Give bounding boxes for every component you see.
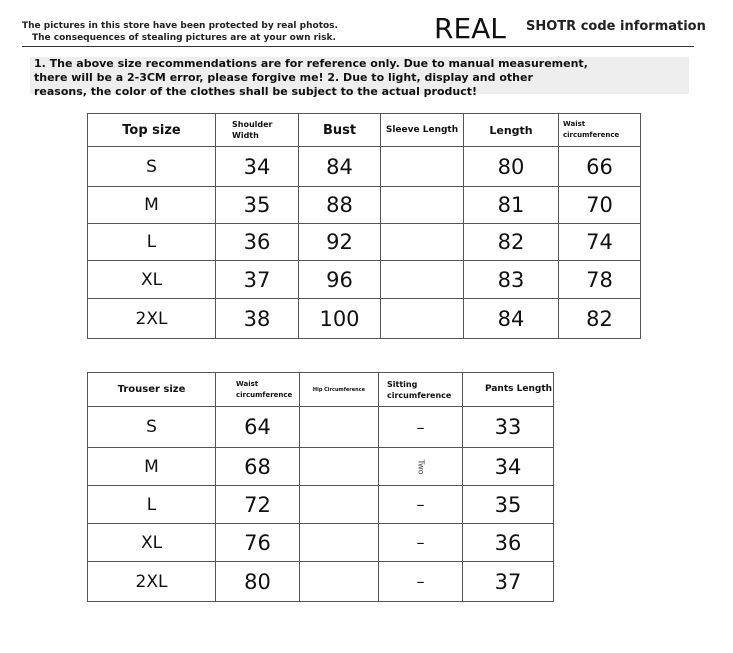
header-trouser-size: Trouser size (88, 373, 216, 407)
waist-cell: 74 (559, 224, 641, 261)
sleeve-cell (381, 147, 464, 187)
hip-cell (300, 486, 379, 524)
waist-cell: 72 (216, 486, 300, 524)
length-cell: 83 (464, 261, 559, 299)
table-row (88, 524, 554, 562)
sitting-cell: – (379, 486, 463, 524)
hip-cell (300, 524, 379, 562)
table-row (88, 448, 554, 486)
disclaimer-line-3: reasons, the color of the clothes shall be subject to the actual product! (34, 85, 478, 98)
sleeve-cell (381, 299, 464, 339)
size-cell: 2XL (88, 299, 216, 339)
table-row (88, 486, 554, 524)
header-waist-circumference: Waist circumference (559, 114, 641, 147)
bust-cell: 84 (299, 147, 381, 187)
bust-cell: 92 (299, 224, 381, 261)
sitting-cell: – (379, 562, 463, 602)
sitting-cell: – (379, 524, 463, 562)
size-cell: L (88, 224, 216, 261)
size-disclaimer (30, 57, 689, 98)
size-cell: S (88, 147, 216, 187)
waist-cell: 68 (216, 448, 300, 486)
table-header-row (88, 114, 641, 147)
length-cell: 81 (464, 187, 559, 224)
pants-length-cell: 36 (463, 524, 554, 562)
top-size-table (87, 113, 641, 339)
notice-line-2: The consequences of stealing pictures are at your own risk. (32, 33, 336, 43)
shoulder-cell: 37 (216, 261, 299, 299)
sitting-cell (379, 448, 463, 486)
table-row (88, 407, 554, 448)
waist-cell: 80 (216, 562, 300, 602)
bust-cell: 96 (299, 261, 381, 299)
hip-cell (300, 407, 379, 448)
header-waist-circumference: Waist circumference (216, 373, 300, 407)
header-hip-circumference: Hip Circumference (300, 373, 379, 407)
shoulder-cell: 36 (216, 224, 299, 261)
sleeve-cell (381, 224, 464, 261)
waist-cell: 64 (216, 407, 300, 448)
table-row (88, 562, 554, 602)
sleeve-cell (381, 187, 464, 224)
waist-cell: 70 (559, 187, 641, 224)
trouser-size-table (87, 372, 554, 602)
bust-cell: 88 (299, 187, 381, 224)
header-length: Length (464, 114, 559, 147)
length-cell: 80 (464, 147, 559, 187)
table-row (88, 187, 641, 224)
shoulder-cell: 34 (216, 147, 299, 187)
hip-cell (300, 562, 379, 602)
waist-cell: 78 (559, 261, 641, 299)
real-label: REAL (434, 12, 506, 45)
header-pants-length: Pants Length (463, 373, 554, 407)
shoulder-cell: 35 (216, 187, 299, 224)
pants-length-cell: 33 (463, 407, 554, 448)
size-cell: XL (88, 524, 216, 562)
length-cell: 84 (464, 299, 559, 339)
disclaimer-line-2: there will be a 2-3CM error, please forgive me! 2. Due to light, display and other (34, 71, 533, 84)
pants-length-cell: 35 (463, 486, 554, 524)
header-divider (22, 46, 694, 47)
disclaimer-line-1: 1. The above size recommendations are for reference only. Due to manual measurement, (34, 57, 588, 70)
length-cell: 82 (464, 224, 559, 261)
table-header-row (88, 373, 554, 407)
size-cell: M (88, 187, 216, 224)
header-sleeve-length: Sleeve Length (381, 114, 464, 147)
pants-length-cell: 37 (463, 562, 554, 602)
pants-length-cell: 34 (463, 448, 554, 486)
copyright-notice (22, 20, 338, 44)
bust-cell: 100 (299, 299, 381, 339)
header-bust: Bust (299, 114, 381, 147)
table-row (88, 299, 641, 339)
code-information-title: SHOTR code information (526, 19, 706, 34)
table-row (88, 261, 641, 299)
waist-cell: 66 (559, 147, 641, 187)
sitting-note: Two (416, 459, 425, 474)
sleeve-cell (381, 261, 464, 299)
size-cell: L (88, 486, 216, 524)
waist-cell: 76 (216, 524, 300, 562)
table-row (88, 147, 641, 187)
size-cell: 2XL (88, 562, 216, 602)
hip-cell (300, 448, 379, 486)
shoulder-cell: 38 (216, 299, 299, 339)
size-cell: M (88, 448, 216, 486)
header-shoulder-width: Shoulder Width (216, 114, 299, 147)
header-top-size: Top size (88, 114, 216, 147)
size-cell: XL (88, 261, 216, 299)
table-row (88, 224, 641, 261)
notice-line-1: The pictures in this store have been protected by real photos. (22, 21, 338, 31)
waist-cell: 82 (559, 299, 641, 339)
header-sitting-circumference: Sitting circumference (379, 373, 463, 407)
size-cell: S (88, 407, 216, 448)
sitting-cell: – (379, 407, 463, 448)
